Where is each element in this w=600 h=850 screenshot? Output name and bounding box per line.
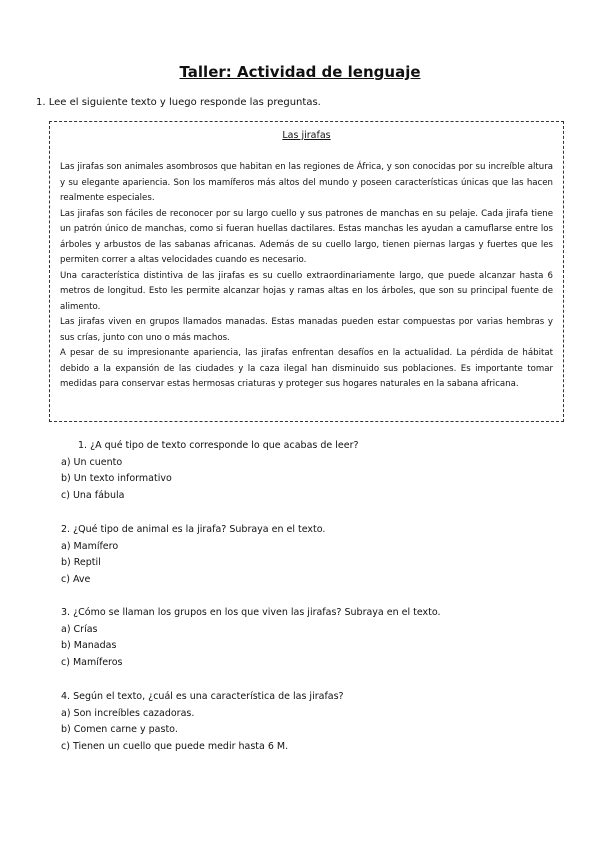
reading-paragraph: A pesar de su impresionante apariencia, las jirafas enfrentan desafíos en la actualidad. La pérdida de hábitat debido a la expansión de las ciudades y la caza ilegal han disminuido sus poblaciones. Es importante tomar medidas para conservar estas hermosas criaturas y proteger sus hogares naturales en la sabana africana. — [60, 348, 553, 389]
reading-paragraph: Las jirafas son animales asombrosos que habitan en las regiones de África, y son conocidas por su increíble altura y su elegante apariencia. Son los mamíferos más altos del mundo y poseen características únicas que las hacen realmente especiales. — [60, 162, 553, 203]
reading-paragraph: Una característica distintiva de las jirafas es su cuello extraordinariamente largo, que puede alcanzar hasta 6 metros de longitud. Esto les permite alcanzar hojas y ramas altas en los árboles, que son su principal fuente de alimento. — [60, 270, 553, 312]
question-text: 2. ¿Qué tipo de animal es la jirafa? Subraya en el texto. — [61, 524, 326, 535]
answer-option: a) Crías — [61, 623, 98, 635]
question-4 — [61, 689, 344, 755]
reading-title: Las jirafas — [282, 130, 331, 141]
answer-option: c) Tienen un cuello que puede medir hasta 6 M. — [61, 740, 289, 752]
answer-option: a) Un cuento — [61, 456, 123, 468]
answer-option: b) Un texto informativo — [61, 473, 172, 484]
reading-paragraph: Las jirafas viven en grupos llamados manadas. Estas manadas pueden estar compuestas por varias hembras y sus crías, junto con uno o más machos. — [60, 317, 553, 343]
answer-option: c) Una fábula — [61, 489, 125, 501]
question-3 — [61, 605, 441, 671]
answer-option: a) Son increíbles cazadoras. — [61, 707, 195, 719]
question-text: 4. Según el texto, ¿cuál es una característica de las jirafas? — [61, 691, 344, 702]
reading-paragraph: Las jirafas son fáciles de reconocer por su largo cuello y sus patrones de manchas en su pelaje. Cada jirafa tiene un patrón único de manchas, como si fueran huellas dactilares. Estas manchas les ayudan a camuflarse entre los árboles y arbustos de las sabanas africanas. Además de su cuello largo, tienen piernas largas y fuertes que les permiten correr a altas velocidades cuando es necesario. — [60, 208, 553, 265]
question-text: 1. ¿A qué tipo de texto corresponde lo que acabas de leer? — [78, 440, 359, 451]
answer-option: c) Ave — [61, 573, 91, 585]
answer-option: b) Reptil — [61, 557, 101, 568]
answer-option: b) Comen carne y pasto. — [61, 724, 178, 735]
answer-option: c) Mamíferos — [61, 656, 123, 668]
reading-box — [49, 121, 564, 422]
answer-option: b) Manadas — [61, 640, 117, 651]
question-1 — [61, 438, 359, 504]
instruction-text: 1. Lee el siguiente texto y luego responde las preguntas. — [36, 97, 321, 108]
worksheet-title: Taller: Actividad de lenguaje — [179, 63, 421, 81]
question-2 — [61, 522, 325, 588]
question-text: 3. ¿Cómo se llaman los grupos en los que viven las jirafas? Subraya en el texto. — [61, 607, 441, 618]
reading-text — [60, 160, 553, 393]
answer-option: a) Mamífero — [61, 540, 119, 552]
